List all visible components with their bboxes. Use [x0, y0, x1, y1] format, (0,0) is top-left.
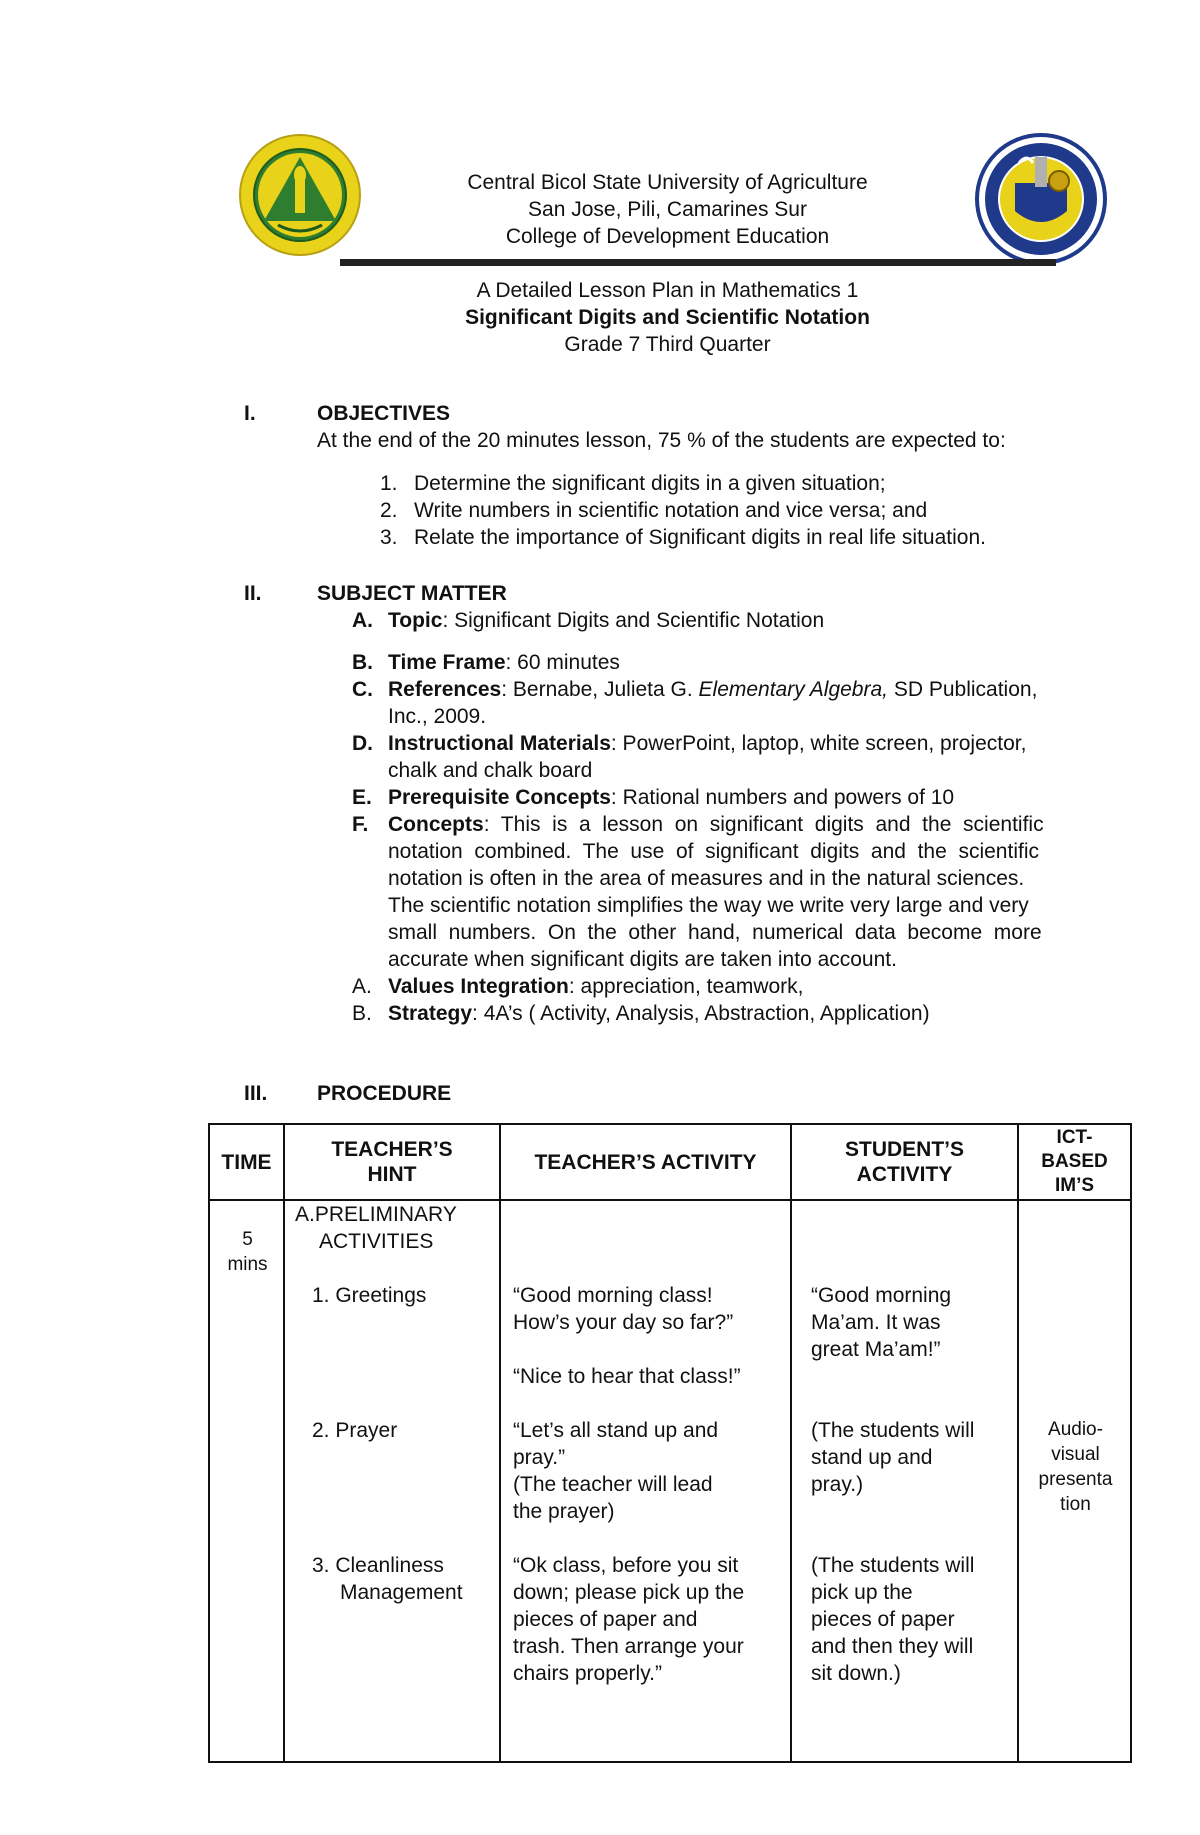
field-label: Values Integration — [388, 975, 569, 998]
objectives-heading: OBJECTIVES — [317, 402, 451, 425]
column-header-student-activity: STUDENT’S ACTIVITY — [791, 1124, 1018, 1200]
hint-greetings: 1. Greetings — [312, 1284, 427, 1307]
concepts-text: notation is often in the area of measures and in the natural sciences. — [388, 867, 1025, 890]
field-value: : Bernabe, Julieta G. — [501, 678, 699, 701]
hint-prayer: 2. Prayer — [312, 1419, 398, 1442]
list-letter: A. — [352, 975, 372, 998]
teacher-line: pray.” — [513, 1446, 566, 1469]
section-numeral: I. — [244, 402, 256, 425]
field-value: : Significant Digits and Scientific Notation — [442, 609, 825, 632]
list-number: 3. — [380, 526, 398, 549]
strategy-line — [388, 1000, 930, 1027]
field-label: Instructional Materials — [388, 732, 611, 755]
list-letter: F. — [352, 813, 369, 836]
concepts-text: small numbers. On the other hand, numerical data become more — [388, 921, 1042, 944]
section-numeral: II. — [244, 582, 262, 605]
field-label: Strategy — [388, 1002, 473, 1025]
concepts-text: accurate when significant digits are taken into account. — [388, 948, 897, 971]
teacher-line: “Ok class, before you sit — [513, 1554, 739, 1577]
field-label: Topic — [388, 609, 443, 632]
lesson-topic-title: Significant Digits and Scientific Notation — [465, 306, 870, 329]
column-header-teacher-activity: TEACHER’S ACTIVITY — [500, 1124, 791, 1200]
teacher-line: (The teacher will lead — [513, 1473, 713, 1496]
ict-line: tion — [1060, 1494, 1091, 1515]
university-name: Central Bicol State University of Agriculture — [467, 171, 868, 194]
teacher-line: “Good morning class! — [513, 1284, 713, 1307]
objectives-intro: At the end of the 20 minutes lesson, 75 % of the students are expected to: — [317, 429, 1006, 452]
ict-cell — [1018, 1200, 1131, 1762]
student-line: pieces of paper — [811, 1608, 955, 1631]
section-label: A.PRELIMINARY — [295, 1203, 457, 1226]
student-line: (The students will — [811, 1419, 975, 1442]
university-address: San Jose, Pili, Camarines Sur — [528, 198, 807, 221]
field-value: : 4A’s ( Activity, Analysis, Abstraction, Application) — [472, 1002, 930, 1025]
teacher-line: How’s your day so far?” — [513, 1311, 734, 1334]
time-cell — [209, 1200, 284, 1762]
field-value: : Rational numbers and powers of 10 — [610, 786, 955, 809]
concepts-line — [388, 811, 1044, 838]
student-line: stand up and — [811, 1446, 933, 1469]
time-frame-line — [388, 649, 620, 676]
objective-item: Relate the importance of Significant digits in real life situation. — [414, 526, 986, 549]
list-letter: E. — [352, 786, 372, 809]
student-line: Ma’am. It was — [811, 1311, 941, 1334]
materials-line-2: chalk and chalk board — [388, 759, 593, 782]
list-number: 1. — [380, 472, 398, 495]
student-line: pray.) — [811, 1473, 864, 1496]
ict-line: presenta — [1038, 1469, 1113, 1490]
section-label: ACTIVITIES — [319, 1230, 434, 1253]
ict-line: Audio- — [1048, 1419, 1103, 1440]
list-letter: A. — [352, 609, 373, 632]
section-numeral: III. — [244, 1082, 268, 1105]
student-line: and then they will — [811, 1635, 974, 1658]
topic-line — [388, 607, 824, 634]
student-line: pick up the — [811, 1581, 913, 1604]
column-header-hint: TEACHER’S HINT — [284, 1124, 500, 1200]
field-value: : PowerPoint, laptop, white screen, projector, — [610, 732, 1027, 755]
teacher-line: down; please pick up the — [513, 1581, 745, 1604]
field-value: : This is a lesson on significant digits and the scientific — [483, 813, 1044, 836]
field-value: : appreciation, teamwork, — [568, 975, 804, 998]
teacher-line: “Let’s all stand up and — [513, 1419, 719, 1442]
grade-quarter: Grade 7 Third Quarter — [564, 333, 771, 356]
field-value: : 60 minutes — [505, 651, 620, 674]
ict-line: visual — [1051, 1444, 1100, 1465]
column-header-ict: ICT- BASED IM’S — [1018, 1124, 1131, 1200]
prerequisite-line — [388, 784, 954, 811]
subject-matter-heading: SUBJECT MATTER — [317, 582, 507, 605]
list-letter: B. — [352, 1002, 372, 1025]
list-number: 2. — [380, 499, 398, 522]
college-name: College of Development Education — [505, 225, 830, 248]
teacher-line: trash. Then arrange your — [513, 1635, 744, 1658]
field-label: Prerequisite Concepts — [388, 786, 611, 809]
teacher-line: pieces of paper and — [513, 1608, 698, 1631]
list-letter: D. — [352, 732, 373, 755]
student-activity-cell — [791, 1200, 1018, 1762]
table-header-row — [209, 1124, 1131, 1200]
procedure-heading: PROCEDURE — [317, 1082, 452, 1105]
teacher-line: “Nice to hear that class!” — [513, 1365, 741, 1388]
list-letter: C. — [352, 678, 373, 701]
teacher-line: chairs properly.” — [513, 1662, 662, 1685]
objective-item: Write numbers in scientific notation and vice versa; and — [414, 499, 928, 522]
hint-cleanliness: Management — [340, 1581, 463, 1604]
concepts-text: The scientific notation simplifies the way we write very large and very — [388, 894, 1029, 917]
lesson-plan-title: A Detailed Lesson Plan in Mathematics 1 — [476, 279, 859, 302]
values-line — [388, 973, 804, 1000]
column-header-time: TIME — [209, 1124, 284, 1200]
hint-cleanliness: 3. Cleanliness — [312, 1554, 444, 1577]
field-value: SD Publication, — [888, 678, 1038, 701]
student-line: (The students will — [811, 1554, 975, 1577]
student-line: great Ma’am!” — [811, 1338, 941, 1361]
student-line: “Good morning — [811, 1284, 952, 1307]
procedure-table — [208, 1123, 1132, 1763]
teacher-line: the prayer) — [513, 1500, 615, 1523]
field-label: Concepts — [388, 813, 484, 836]
table-row — [209, 1200, 1131, 1762]
list-letter: B. — [352, 651, 373, 674]
time-unit: mins — [227, 1254, 268, 1275]
student-line: sit down.) — [811, 1662, 901, 1685]
objective-item: Determine the significant digits in a given situation; — [414, 472, 886, 495]
hint-cell — [284, 1200, 500, 1762]
field-label: Time Frame — [388, 651, 506, 674]
references-line — [388, 676, 1037, 703]
field-label: References — [388, 678, 502, 701]
concepts-text: notation combined. The use of significant digits and the scientific — [388, 840, 1039, 863]
references-line-2: Inc., 2009. — [388, 705, 487, 728]
book-title: Elementary Algebra, — [698, 678, 888, 701]
header-divider — [340, 259, 1056, 266]
materials-line — [388, 730, 1026, 757]
time-value: 5 — [242, 1229, 253, 1250]
teacher-activity-cell — [500, 1200, 791, 1762]
